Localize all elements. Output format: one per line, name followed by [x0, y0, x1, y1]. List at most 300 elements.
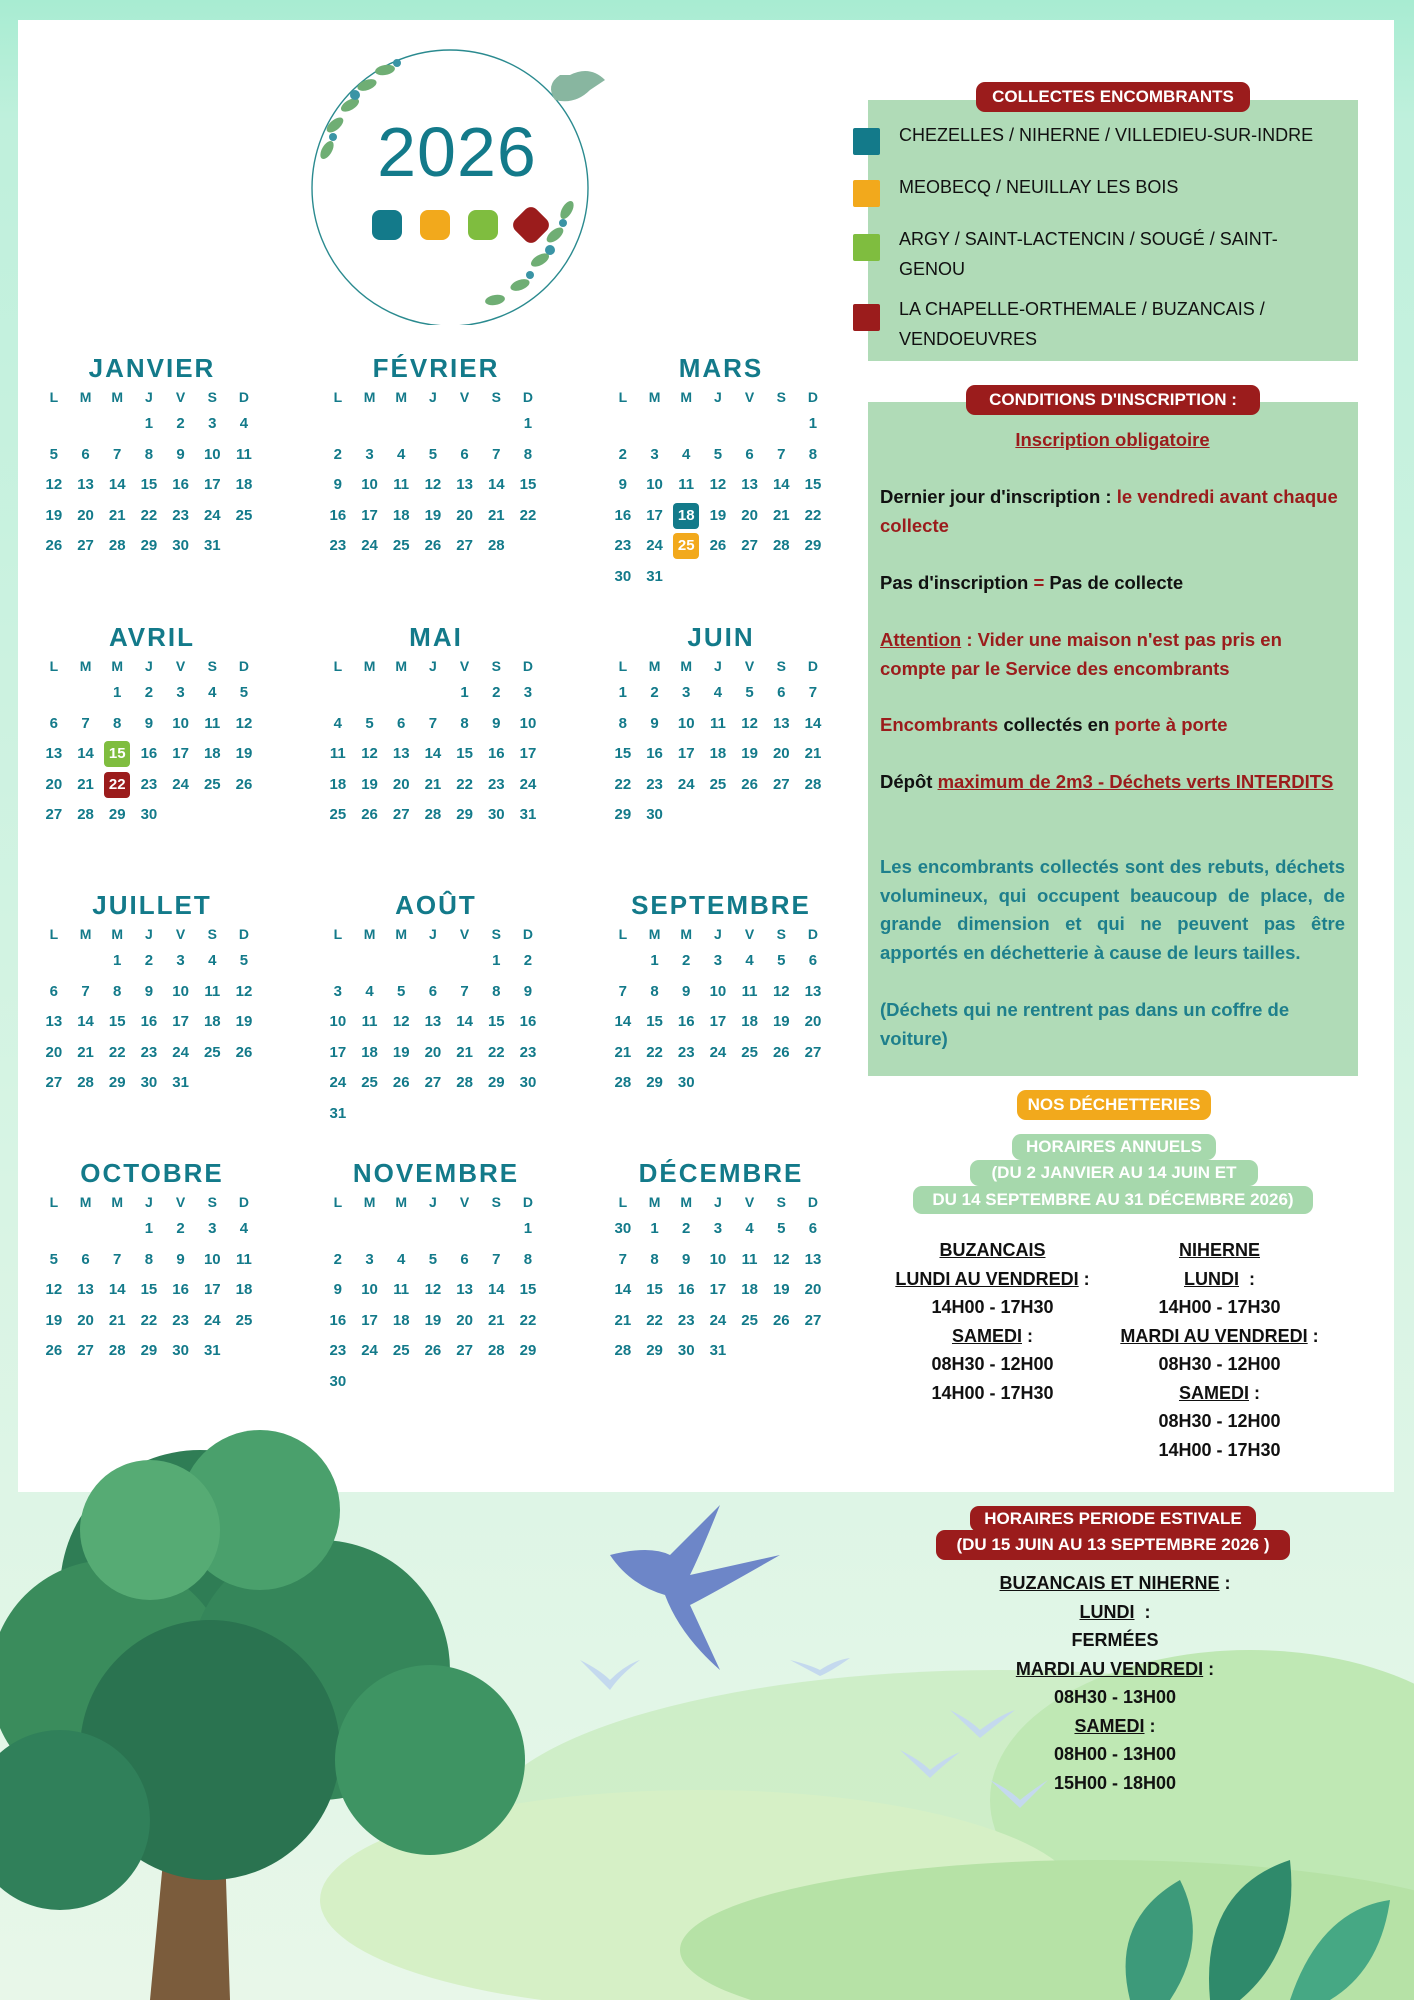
day-cell: 28	[614, 1074, 632, 1091]
day-cell: 16	[329, 1311, 347, 1329]
day-cell: 25	[741, 1043, 758, 1061]
day-cell: 28	[108, 1342, 126, 1359]
legend-color-swatch	[853, 304, 880, 331]
empty-cell	[449, 946, 481, 977]
buzancais-days	[885, 1265, 1100, 1294]
encombrants-note	[880, 711, 1345, 740]
day-cell: 11	[393, 1281, 410, 1298]
empty-cell	[38, 1214, 70, 1245]
day-cell: 10	[203, 1250, 221, 1268]
weekday-header: L	[333, 658, 343, 674]
legend-label: ARGY / SAINT-LACTENCIN / SOUGÉ / SAINT-GENOU	[899, 229, 1278, 279]
day-cell: 26	[772, 1043, 790, 1061]
day-cell: 5	[428, 1250, 438, 1268]
day-cell: 6	[49, 714, 59, 732]
empty-cell	[354, 946, 386, 977]
day-cell: 15	[487, 1013, 505, 1030]
day-cell: 15	[646, 1281, 663, 1298]
estival-sites	[960, 1569, 1270, 1598]
day-cell: 11	[204, 982, 221, 1000]
estival-monday	[960, 1598, 1270, 1627]
niherne-weekdays-hours: 08H30 - 12H00	[1158, 1354, 1281, 1374]
day-cell: 18	[361, 1043, 378, 1061]
day-cell: 27	[456, 537, 473, 554]
day-cell: 8	[113, 714, 122, 732]
month-grid	[322, 922, 550, 1129]
weekday-header: M	[680, 926, 693, 942]
day-cell: 12	[709, 476, 727, 493]
day-cell: 17	[519, 745, 537, 762]
empty-cell	[322, 946, 354, 977]
weekday-header: M	[111, 658, 124, 674]
day-cell: 27	[741, 537, 758, 554]
day-cell: 2	[492, 684, 501, 701]
day-cell: 30	[329, 1372, 347, 1390]
day-cell: 18	[203, 1013, 221, 1030]
day-cell: 9	[523, 982, 533, 1000]
weekday-header: J	[145, 1194, 153, 1210]
day-cell: 13	[392, 745, 410, 762]
day-cell: 2	[333, 445, 343, 463]
weekday-header: M	[395, 389, 408, 405]
legend-square-orange	[420, 210, 450, 240]
day-cell: 26	[772, 1311, 790, 1329]
day-cell: 9	[144, 714, 154, 732]
day-cell: 2	[144, 684, 154, 701]
day-cell: 21	[614, 1043, 632, 1061]
month-title: OCTOBRE	[80, 1158, 224, 1188]
day-cell: 20	[45, 1043, 63, 1061]
day-cell: 8	[618, 714, 628, 732]
day-cell: 9	[650, 714, 659, 732]
day-cell: 19	[772, 1013, 790, 1030]
day-cell: 26	[45, 1342, 63, 1359]
day-cell: 9	[492, 714, 501, 732]
weekday-header: J	[145, 389, 153, 405]
day-cell: 11	[709, 714, 726, 732]
annual-line-1: HORAIRES ANNUELS	[1012, 1134, 1216, 1160]
weekday-header: D	[238, 926, 250, 942]
month-title: SEPTEMBRE	[631, 890, 811, 920]
day-cell: 19	[741, 745, 758, 762]
day-cell: 6	[81, 1250, 90, 1268]
annual-line-3: DU 14 SEPTEMBRE AU 31 DÉCEMBRE 2026)	[913, 1186, 1313, 1214]
day-cell: 24	[203, 1311, 221, 1329]
weekday-header: D	[238, 389, 250, 405]
day-cell: 17	[361, 506, 378, 524]
day-cell: 23	[329, 1342, 347, 1359]
depot-note	[880, 768, 1345, 797]
weekday-header: J	[714, 389, 722, 405]
day-cell: 3	[208, 1220, 217, 1237]
day-cell: 10	[203, 445, 221, 463]
day-cell: 11	[361, 1013, 378, 1030]
day-cell: 17	[172, 1013, 189, 1030]
weekday-header: L	[49, 926, 59, 942]
day-cell: 8	[650, 982, 659, 1000]
legend-color-swatch	[853, 180, 880, 207]
day-cell: 22	[646, 1311, 663, 1329]
day-cell: 27	[392, 806, 410, 823]
dernier-jour-label: Dernier jour d'inscription :	[880, 486, 1117, 507]
weekday-header: L	[49, 389, 59, 405]
empty-cell	[449, 409, 481, 440]
day-cell: 13	[456, 1281, 473, 1298]
day-cell: 5	[777, 952, 786, 969]
day-cell: 24	[361, 537, 378, 554]
day-cell: 21	[772, 506, 790, 524]
day-cell: 23	[140, 1043, 158, 1061]
attention-text: : Vider une maison n'est pas pris en compte par le Service des encombrants	[880, 629, 1282, 679]
day-cell: 10	[361, 1281, 378, 1298]
day-cell: 15	[614, 745, 632, 762]
day-cell: 16	[172, 476, 189, 493]
weekday-header: V	[459, 926, 470, 942]
buzancais-saturday-afternoon: 14H00 - 17H30	[931, 1382, 1054, 1403]
day-cell: 25	[361, 1074, 378, 1091]
day-cell: 3	[208, 415, 217, 432]
day-cell: 14	[77, 1013, 94, 1030]
day-cell: 28	[456, 1074, 473, 1091]
day-cell: 6	[745, 445, 754, 463]
day-cell-previous-month: 30	[614, 1220, 632, 1237]
estival-monday-label: LUNDI	[1079, 1601, 1135, 1622]
day-cell: 22	[519, 1311, 537, 1329]
day-cell: 1	[650, 952, 659, 969]
day-cell: 7	[81, 714, 90, 732]
month-10	[322, 1158, 550, 1397]
day-cell: 23	[140, 775, 158, 793]
depot-b: maximum de 2m3 - Déchets verts INTERDITS	[937, 771, 1334, 792]
day-cell: 4	[208, 684, 217, 701]
day-cell: 21	[487, 506, 505, 524]
day-cell: 20	[392, 775, 410, 793]
day-cell: 14	[614, 1281, 632, 1298]
day-cell: 26	[424, 1342, 442, 1359]
day-cell: 1	[113, 684, 122, 701]
day-cell: 20	[45, 775, 63, 793]
day-cell: 22	[140, 506, 158, 524]
day-cell: 14	[772, 476, 790, 493]
day-cell: 1	[492, 952, 501, 969]
day-cell: 14	[108, 476, 126, 493]
month-6	[38, 890, 266, 1099]
day-cell: 28	[804, 775, 822, 793]
weekday-header: J	[145, 658, 153, 674]
weekday-header: M	[680, 1194, 693, 1210]
weekday-header: M	[648, 658, 661, 674]
day-cell: 5	[49, 1250, 59, 1268]
day-cell: 4	[682, 445, 691, 463]
month-grid	[607, 654, 835, 831]
day-cell: 31	[519, 806, 537, 823]
day-cell: 25	[203, 1043, 221, 1061]
day-cell: 3	[333, 982, 343, 1000]
weekday-header: V	[744, 389, 755, 405]
day-cell: 24	[329, 1074, 347, 1091]
estival-saturday-afternoon: 15H00 - 18H00	[1053, 1772, 1177, 1793]
empty-cell	[734, 409, 766, 440]
day-cell: 14	[456, 1013, 473, 1030]
day-cell: 17	[329, 1043, 347, 1061]
weekday-header: J	[145, 926, 153, 942]
buzancais-schedule	[885, 1236, 1100, 1407]
weekday-header: L	[333, 1194, 343, 1210]
buzancais-saturday-morning: 08H30 - 12H00	[931, 1354, 1054, 1374]
month-title: MARS	[678, 353, 764, 383]
empty-cell	[417, 409, 449, 440]
day-cell: 7	[618, 1250, 628, 1268]
day-cell: 16	[677, 1281, 695, 1298]
weekday-header: L	[49, 658, 59, 674]
day-cell: 8	[492, 982, 501, 1000]
weekday-header: D	[522, 1194, 534, 1210]
buzancais-saturday	[885, 1322, 1100, 1351]
month-title: AVRIL	[108, 622, 196, 652]
day-cell: 29	[456, 806, 473, 823]
day-cell: 9	[176, 445, 185, 463]
day-cell: 12	[424, 1281, 442, 1298]
day-cell: 7	[428, 714, 438, 732]
day-cell-collecte: 25	[670, 531, 702, 562]
day-cell: 8	[144, 1250, 154, 1268]
month-title: AOÛT	[395, 890, 477, 920]
weekday-header: M	[79, 1194, 92, 1210]
day-cell: 29	[140, 537, 158, 554]
day-cell: 2	[682, 952, 691, 969]
day-cell: 8	[523, 1250, 533, 1268]
day-cell: 19	[772, 1281, 790, 1298]
day-cell: 13	[456, 476, 473, 493]
day-cell: 25	[709, 775, 727, 793]
day-cell: 3	[650, 445, 659, 463]
day-cell: 3	[682, 684, 691, 701]
day-cell: 2	[144, 952, 154, 969]
weekday-header: M	[648, 1194, 661, 1210]
day-cell: 21	[614, 1311, 632, 1329]
niherne-weekdays	[1107, 1322, 1332, 1351]
weekday-header: S	[491, 658, 501, 674]
weekday-header: M	[648, 389, 661, 405]
day-cell: 20	[77, 506, 94, 524]
day-cell: 4	[745, 1220, 754, 1237]
legend-square-green	[468, 210, 498, 240]
day-cell: 12	[424, 476, 442, 493]
niherne-weekdays-suffix: :	[1307, 1325, 1319, 1346]
day-cell: 6	[808, 1220, 818, 1237]
empty-cell	[354, 409, 386, 440]
day-cell: 4	[397, 445, 406, 463]
day-cell: 14	[487, 476, 505, 493]
day-cell: 5	[365, 714, 374, 732]
encombrants-a: Encombrants	[880, 714, 999, 735]
weekday-header: L	[333, 926, 343, 942]
day-cell: 1	[523, 415, 533, 432]
legend-label: MEOBECQ / NEUILLAY LES BOIS	[899, 177, 1179, 197]
buzancais-name: BUZANCAIS	[939, 1240, 1046, 1260]
estival-saturday-morning: 08H00 - 13H00	[1053, 1744, 1177, 1764]
day-cell: 8	[144, 445, 154, 463]
encombrants-b: collectés en	[998, 714, 1115, 735]
day-cell: 29	[646, 1342, 663, 1359]
month-title: JUILLET	[92, 890, 212, 920]
weekday-header: S	[491, 926, 501, 942]
day-cell: 15	[519, 476, 537, 493]
empty-cell	[101, 1214, 133, 1245]
day-cell: 19	[392, 1043, 410, 1061]
day-cell: 1	[113, 952, 122, 969]
day-cell-collecte: 15	[101, 739, 133, 770]
day-cell: 15	[108, 1013, 126, 1030]
weekday-header: L	[333, 389, 343, 405]
day-cell: 7	[492, 445, 501, 463]
day-cell: 7	[113, 1250, 122, 1268]
pas-inscription-a: Pas d'inscription	[880, 572, 1034, 593]
day-cell: 10	[329, 1013, 347, 1030]
day-cell: 19	[361, 775, 378, 793]
day-cell: 19	[235, 745, 253, 762]
day-cell: 9	[618, 476, 628, 493]
empty-cell	[38, 409, 70, 440]
day-cell: 7	[113, 445, 122, 463]
attention-note	[880, 626, 1345, 683]
weekday-header: J	[714, 926, 722, 942]
estival-saturday	[960, 1712, 1270, 1741]
day-cell: 28	[487, 537, 505, 554]
weekday-header: S	[491, 389, 501, 405]
day-cell: 14	[77, 745, 94, 762]
month-4	[322, 622, 550, 831]
day-cell: 4	[365, 982, 374, 1000]
month-title: JANVIER	[88, 353, 216, 383]
day-cell: 16	[677, 1013, 695, 1030]
day-cell: 16	[646, 745, 663, 762]
empty-cell	[38, 678, 70, 709]
day-cell: 4	[239, 415, 249, 432]
day-cell: 15	[804, 476, 822, 493]
day-cell: 27	[45, 806, 63, 823]
month-0	[38, 353, 266, 562]
day-cell: 28	[77, 1074, 94, 1091]
day-cell: 12	[235, 714, 253, 732]
weekday-header: V	[175, 658, 186, 674]
day-cell: 28	[77, 806, 94, 823]
day-cell: 3	[713, 952, 723, 969]
empty-cell	[385, 1214, 417, 1245]
weekday-header: D	[807, 658, 819, 674]
day-cell: 14	[424, 745, 442, 762]
estival-monday-status: FERMÉES	[1071, 1630, 1159, 1650]
day-cell: 31	[709, 1342, 727, 1359]
day-cell: 8	[460, 714, 469, 732]
month-grid	[322, 654, 550, 831]
weekday-header: V	[744, 926, 755, 942]
day-cell: 30	[677, 1074, 695, 1091]
tree-illustration	[0, 1420, 560, 2000]
niherne-monday-label: LUNDI	[1184, 1268, 1239, 1289]
day-cell: 11	[678, 476, 695, 493]
estival-sites-label: BUZANCAIS ET NIHERNE	[999, 1573, 1220, 1593]
month-grid	[38, 654, 266, 831]
weekday-header: D	[522, 389, 534, 405]
weekday-header: D	[238, 658, 250, 674]
day-cell: 25	[329, 806, 347, 823]
month-title: FÉVRIER	[372, 353, 500, 383]
day-cell: 15	[519, 1281, 537, 1298]
day-cell: 24	[361, 1342, 378, 1359]
day-cell: 9	[176, 1250, 185, 1268]
day-cell: 21	[108, 1311, 126, 1329]
day-cell: 6	[460, 1250, 469, 1268]
day-cell: 26	[709, 537, 727, 554]
day-cell: 29	[108, 806, 126, 823]
empty-cell	[385, 946, 417, 977]
day-cell: 26	[235, 1043, 253, 1061]
day-cell: 14	[487, 1281, 505, 1298]
buzancais-days-suffix: :	[1078, 1268, 1090, 1289]
day-cell: 29	[804, 537, 822, 554]
weekday-header: M	[79, 658, 92, 674]
empty-cell	[449, 1214, 481, 1245]
day-cell: 26	[392, 1074, 410, 1091]
day-cell: 11	[329, 745, 346, 762]
weekday-header: V	[459, 658, 470, 674]
estival-weekdays-hours: 08H30 - 13H00	[1053, 1687, 1177, 1707]
day-cell: 21	[77, 1043, 94, 1061]
day-cell: 3	[365, 445, 374, 463]
weekday-header: M	[111, 389, 124, 405]
month-title: DÉCEMBRE	[638, 1158, 804, 1188]
description-note: (Déchets qui ne rentrent pas dans un coffre de voiture)	[880, 999, 1290, 1049]
weekday-header: J	[429, 926, 437, 942]
day-cell: 27	[45, 1074, 63, 1091]
day-cell: 28	[772, 537, 790, 554]
day-cell: 1	[144, 1220, 154, 1237]
day-cell: 19	[709, 506, 727, 524]
day-cell: 22	[140, 1311, 158, 1329]
day-cell: 26	[235, 775, 253, 793]
day-cell: 28	[487, 1342, 505, 1359]
empty-cell	[38, 946, 70, 977]
day-cell: 7	[618, 982, 628, 1000]
day-cell: 20	[424, 1043, 442, 1061]
day-cell: 2	[618, 445, 628, 463]
day-cell: 26	[45, 537, 63, 554]
weekday-header: V	[459, 1194, 470, 1210]
day-cell: 23	[614, 537, 632, 554]
day-cell: 19	[424, 1311, 442, 1329]
day-cell: 7	[808, 684, 818, 701]
depot-a: Dépôt	[880, 771, 938, 792]
day-cell: 21	[487, 1311, 505, 1329]
niherne-saturday-afternoon: 14H00 - 17H30	[1158, 1439, 1281, 1460]
day-cell: 4	[397, 1250, 406, 1268]
day-cell: 30	[172, 537, 189, 554]
month-grid	[38, 385, 266, 562]
estival-title-2: (DU 15 JUIN AU 13 SEPTEMBRE 2026 )	[936, 1530, 1290, 1560]
day-cell: 23	[519, 1043, 537, 1061]
day-cell: 18	[392, 506, 410, 524]
day-cell: 10	[709, 982, 727, 1000]
day-cell: 20	[741, 506, 758, 524]
day-cell: 1	[523, 1220, 533, 1237]
legend-label: LA CHAPELLE-ORTHEMALE / BUZANCAIS / VENDOEUVRES	[899, 299, 1265, 349]
month-grid	[322, 1190, 550, 1397]
day-cell: 27	[456, 1342, 473, 1359]
day-cell: 1	[460, 684, 469, 701]
day-cell: 21	[804, 745, 822, 762]
day-cell: 25	[741, 1311, 758, 1329]
